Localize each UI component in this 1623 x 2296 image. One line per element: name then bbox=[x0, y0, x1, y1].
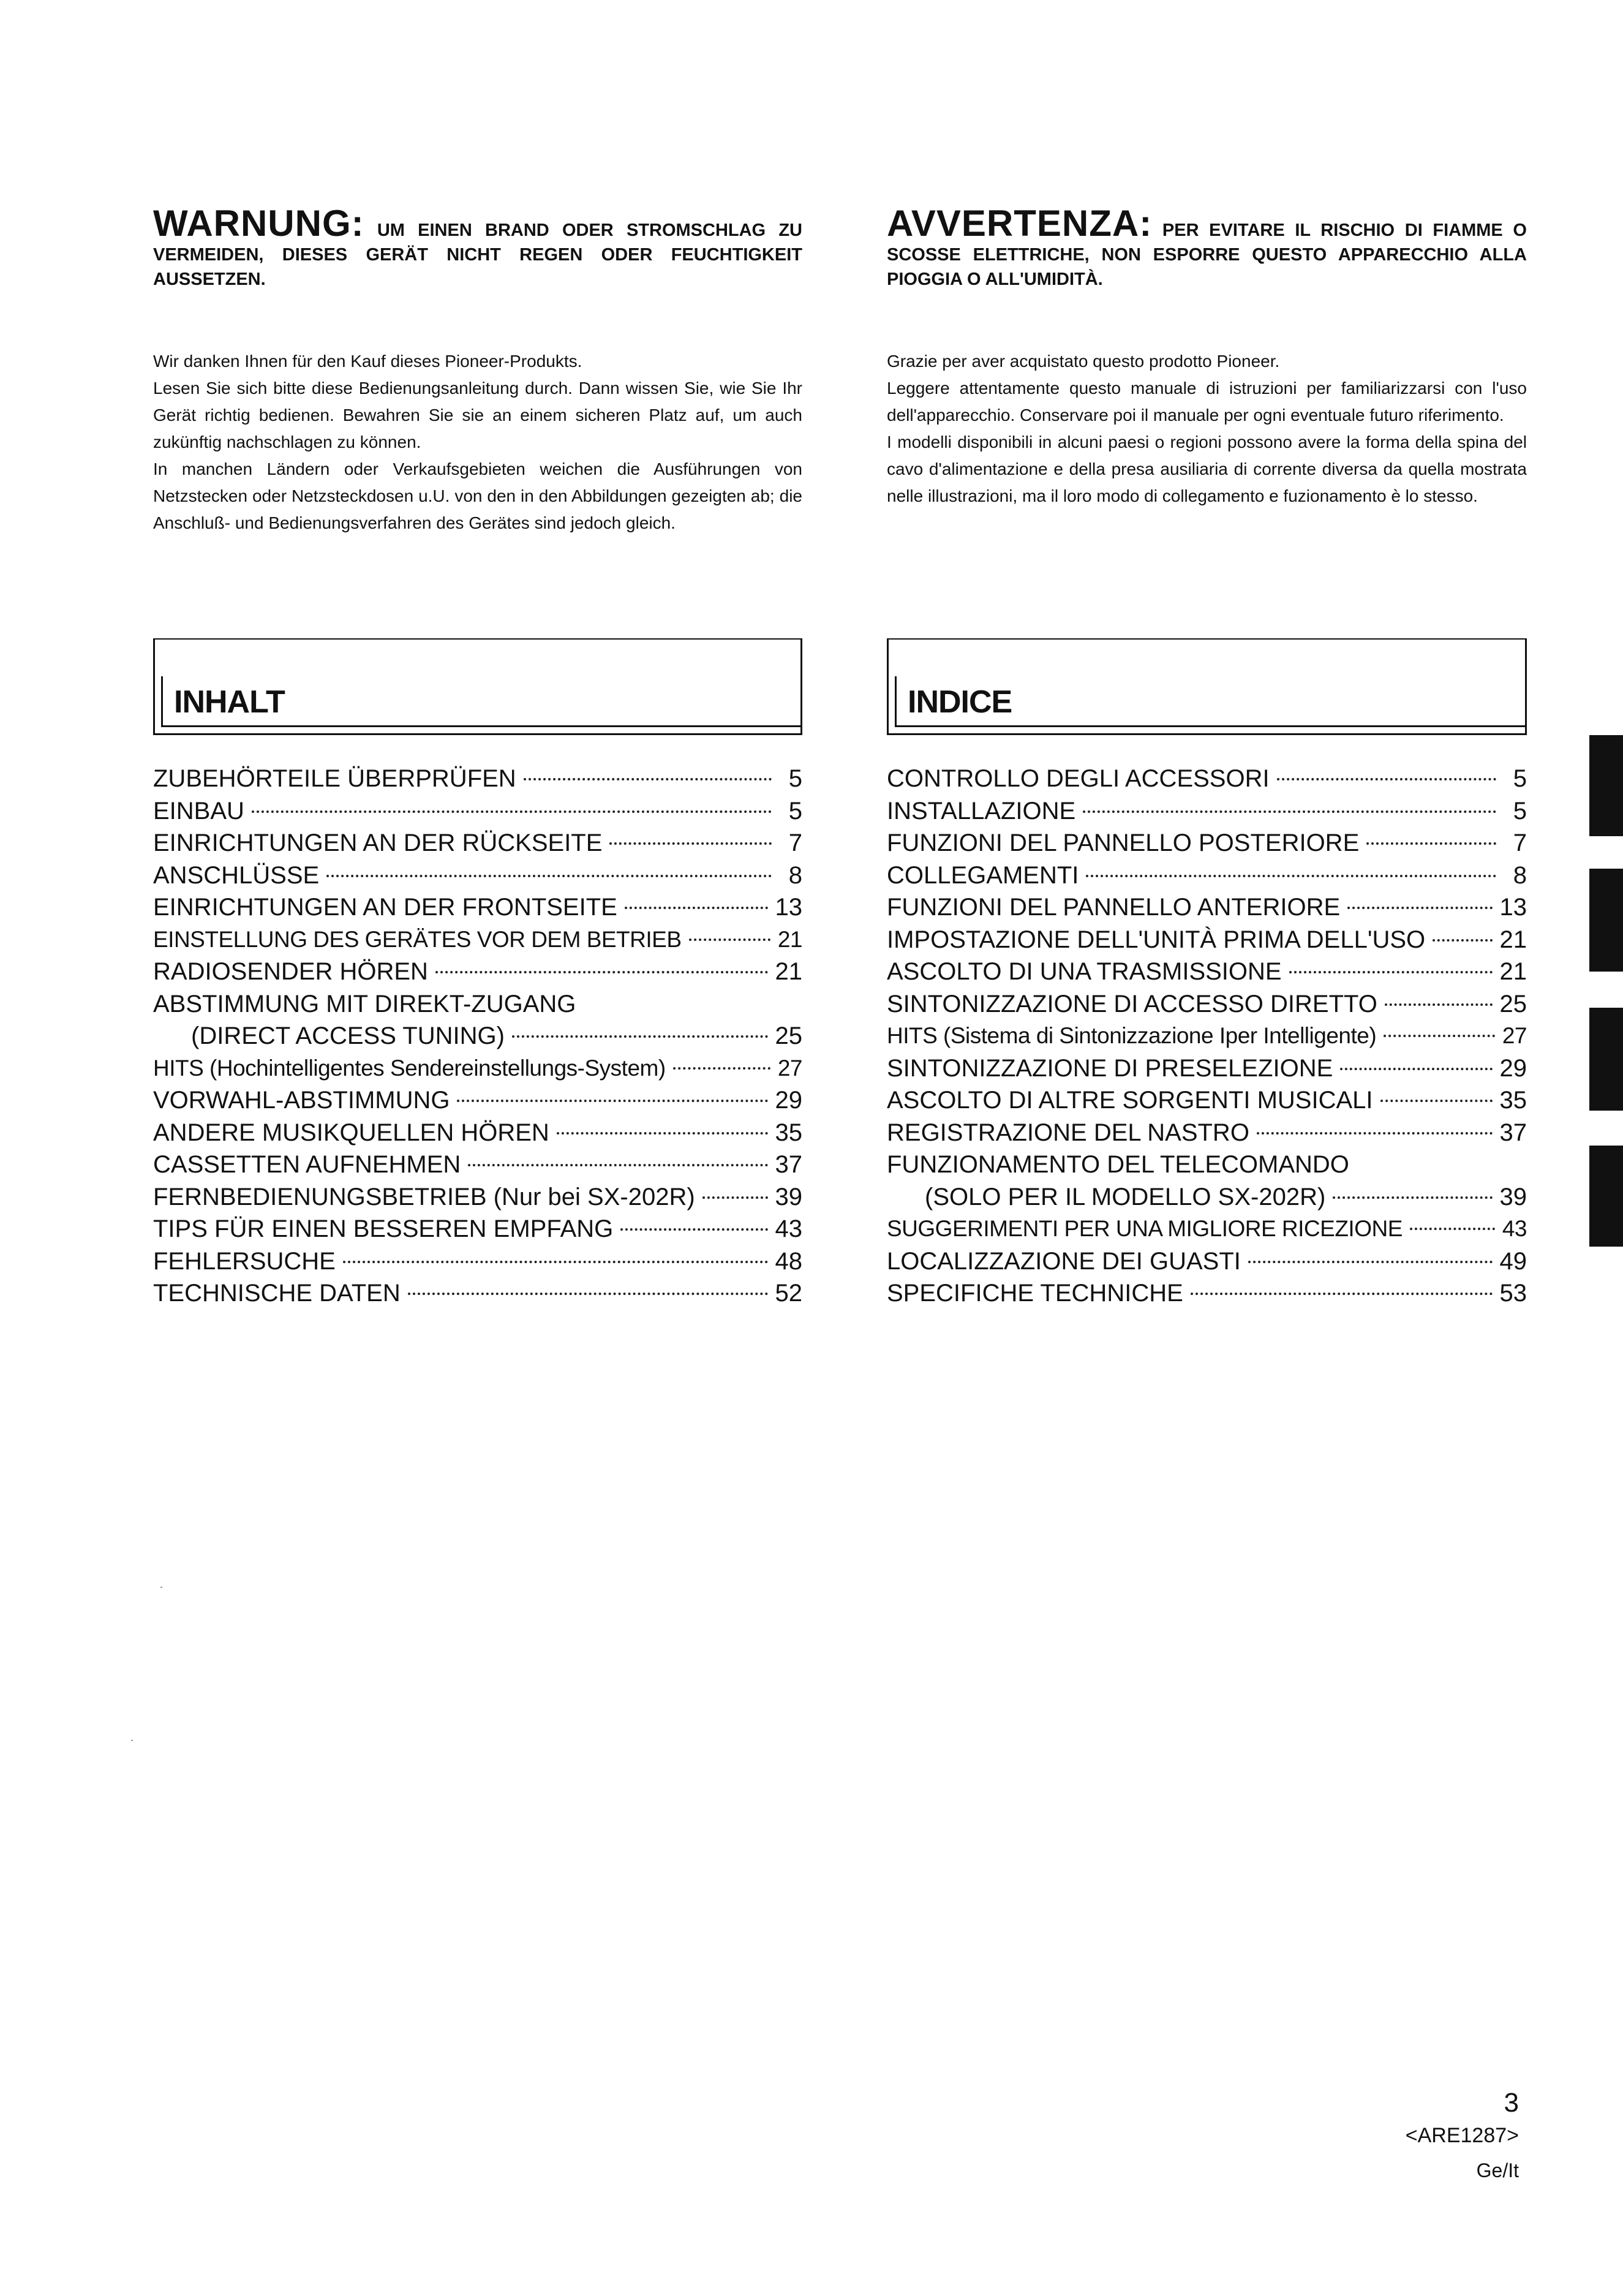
toc-leader bbox=[689, 938, 770, 941]
german-intro-paragraph: Wir danken Ihnen für den Kauf dieses Pioneer-Produkts. bbox=[153, 352, 582, 371]
german-toc-heading-frame bbox=[161, 676, 800, 727]
toc-entry[interactable] bbox=[153, 1020, 802, 1052]
toc-entry[interactable] bbox=[887, 1149, 1527, 1181]
toc-entry[interactable] bbox=[887, 988, 1527, 1021]
toc-entry-label: ANSCHLÜSSE bbox=[153, 861, 320, 889]
toc-leader bbox=[1333, 1196, 1492, 1199]
toc-entry[interactable] bbox=[153, 859, 802, 892]
toc-entry-label: LOCALIZZAZIONE DEI GUASTI bbox=[887, 1247, 1241, 1275]
toc-entry[interactable] bbox=[887, 891, 1527, 924]
toc-entry-label: (DIRECT ACCESS TUNING) bbox=[191, 1022, 505, 1049]
italian-intro-paragraph: Leggere attentamente questo manuale di istruzioni per familiarizzarsi con l'uso dell'apparecchio. Conservare poi il manuale per ogni eventuale futuro riferimento. bbox=[887, 379, 1527, 425]
toc-entry-page: 48 bbox=[775, 1247, 802, 1275]
toc-entry-page: 29 bbox=[1499, 1054, 1527, 1082]
toc-leader bbox=[408, 1293, 768, 1295]
toc-entry-page: 25 bbox=[1499, 990, 1527, 1018]
toc-entry[interactable] bbox=[153, 891, 802, 924]
toc-entry-label: ANDERE MUSIKQUELLEN HÖREN bbox=[153, 1119, 549, 1146]
toc-entry-page: 7 bbox=[1513, 829, 1527, 856]
toc-entry-page: 13 bbox=[775, 894, 802, 921]
toc-entry-label: ASCOLTO DI ALTRE SORGENTI MUSICALI bbox=[887, 1087, 1373, 1114]
toc-entry-page: 39 bbox=[775, 1183, 802, 1210]
toc-leader bbox=[512, 1035, 768, 1038]
toc-leader bbox=[343, 1261, 768, 1263]
toc-entry[interactable] bbox=[887, 1181, 1527, 1214]
toc-entry-page: 49 bbox=[1499, 1247, 1527, 1275]
italian-intro-paragraph: Grazie per aver acquistato questo prodotto Pioneer. bbox=[887, 352, 1280, 371]
toc-entry-page: 5 bbox=[1513, 797, 1527, 825]
toc-leader bbox=[524, 778, 772, 780]
page-number: 3 bbox=[1504, 2088, 1519, 2118]
toc-leader bbox=[1384, 1035, 1495, 1037]
italian-toc-heading-frame bbox=[895, 676, 1525, 727]
toc-entry[interactable] bbox=[153, 1181, 802, 1214]
toc-leader bbox=[609, 842, 772, 845]
toc-entry-label: IMPOSTAZIONE DELL'UNITÀ PRIMA DELL'USO bbox=[887, 926, 1426, 953]
toc-entry-label: EINBAU bbox=[153, 797, 244, 825]
german-toc-heading-box bbox=[153, 638, 802, 735]
toc-entry[interactable] bbox=[887, 1117, 1527, 1149]
toc-entry-label: SUGGERIMENTI PER UNA MIGLIORE RICEZIONE bbox=[887, 1216, 1403, 1241]
toc-leader bbox=[1380, 1100, 1493, 1102]
toc-entry-label: HITS (Sistema di Sintonizzazione Iper Intelligente) bbox=[887, 1023, 1377, 1048]
toc-entry-label: INSTALLAZIONE bbox=[887, 797, 1076, 825]
toc-entry-page: 43 bbox=[775, 1215, 802, 1242]
toc-leader bbox=[625, 907, 768, 909]
toc-entry-page: 5 bbox=[788, 797, 802, 825]
toc-leader bbox=[1191, 1293, 1493, 1295]
toc-entry-label: ZUBEHÖRTEILE ÜBERPRÜFEN bbox=[153, 765, 516, 792]
toc-entry-page: 27 bbox=[777, 1055, 802, 1081]
toc-entry-page: 35 bbox=[1499, 1087, 1527, 1114]
toc-entry-label: FEHLERSUCHE bbox=[153, 1247, 336, 1275]
german-intro-paragraph: Lesen Sie sich bitte diese Bedienungsanleitung durch. Dann wissen Sie, wie Sie Ihr Gerät richtig bedienen. Bewahren Sie sie an einem sicheren Platz auf, um auch zukünftig nachschlagen zu können. bbox=[153, 379, 802, 451]
toc-leader bbox=[252, 810, 772, 813]
toc-entry-label: SINTONIZZAZIONE DI ACCESSO DIRETTO bbox=[887, 990, 1377, 1018]
toc-leader bbox=[1289, 971, 1493, 973]
toc-entry-page: 8 bbox=[1513, 861, 1527, 889]
toc-entry-label: FUNZIONAMENTO DEL TELECOMANDO bbox=[887, 1151, 1349, 1178]
toc-entry-page: 35 bbox=[775, 1119, 802, 1146]
toc-entry[interactable] bbox=[153, 795, 802, 828]
toc-leader bbox=[1340, 1068, 1492, 1070]
toc-entry-label: FUNZIONI DEL PANNELLO POSTERIORE bbox=[887, 829, 1360, 856]
toc-entry[interactable] bbox=[887, 827, 1527, 859]
scan-speck bbox=[131, 1740, 133, 1741]
toc-entry-label: FUNZIONI DEL PANNELLO ANTERIORE bbox=[887, 894, 1341, 921]
toc-entry-page: 52 bbox=[775, 1280, 802, 1307]
toc-leader bbox=[435, 971, 768, 973]
toc-entry-page: 39 bbox=[1499, 1183, 1527, 1210]
toc-entry-page: 8 bbox=[788, 861, 802, 889]
toc-leader bbox=[1086, 875, 1496, 877]
toc-entry-page: 25 bbox=[775, 1022, 802, 1049]
toc-entry[interactable] bbox=[153, 1052, 802, 1085]
toc-leader bbox=[457, 1100, 767, 1102]
toc-entry[interactable] bbox=[153, 1149, 802, 1181]
toc-leader bbox=[1083, 810, 1496, 813]
toc-entry[interactable] bbox=[887, 1020, 1527, 1052]
toc-entry-label: RADIOSENDER HÖREN bbox=[153, 958, 428, 985]
toc-entry-page: 13 bbox=[1499, 894, 1527, 921]
toc-leader bbox=[1433, 939, 1492, 942]
toc-entry-page: 27 bbox=[1502, 1023, 1527, 1048]
toc-entry[interactable] bbox=[887, 956, 1527, 988]
italian-intro-paragraph: I modelli disponibili in alcuni paesi o regioni possono avere la forma della spina del cavo d'alimentazione e della presa ausiliaria di corrente diversa da quella mostrata nelle illustrazioni, ma il loro modo di collegamento e fuzionamento è lo stesso. bbox=[887, 432, 1527, 505]
toc-entry-label: SPECIFICHE TECHNICHE bbox=[887, 1280, 1183, 1307]
toc-entry[interactable] bbox=[887, 1277, 1527, 1310]
toc-entry[interactable] bbox=[153, 924, 802, 956]
italian-warning-text: PER EVITARE IL RISCHIO DI FIAMME O SCOSSE ELETTRICHE, NON ESPORRE QUESTO APPARECCHIO ALLA PIOGGIA O ALL'UMIDITÀ. bbox=[887, 221, 1527, 289]
toc-entry[interactable] bbox=[887, 763, 1527, 795]
toc-entry-label: TECHNISCHE DATEN bbox=[153, 1280, 401, 1307]
edge-tab-marker bbox=[1589, 869, 1623, 972]
german-warning-title: WARNUNG: bbox=[153, 203, 364, 244]
toc-entry[interactable] bbox=[887, 1245, 1527, 1278]
edge-tab-marker bbox=[1589, 735, 1623, 836]
toc-leader bbox=[702, 1196, 768, 1199]
toc-leader bbox=[1366, 842, 1496, 845]
toc-entry-page: 21 bbox=[775, 958, 802, 985]
toc-entry-label: EINRICHTUNGEN AN DER FRONTSEITE bbox=[153, 894, 617, 921]
toc-entry-page: 53 bbox=[1499, 1280, 1527, 1307]
italian-toc-heading: INDICE bbox=[908, 684, 1012, 720]
toc-entry-label: COLLEGAMENTI bbox=[887, 861, 1079, 889]
toc-entry[interactable] bbox=[887, 1213, 1527, 1245]
toc-entry-page: 7 bbox=[788, 829, 802, 856]
toc-entry-page: 37 bbox=[775, 1151, 802, 1178]
german-warning-text: UM EINEN BRAND ODER STROMSCHLAG ZU VERMEIDEN, DIESES GERÄT NICHT REGEN ODER FEUCHTIGKEIT AUSSETZEN. bbox=[153, 221, 802, 289]
toc-leader bbox=[1248, 1261, 1493, 1263]
toc-entry-label: CASSETTEN AUFNEHMEN bbox=[153, 1151, 461, 1178]
toc-entry[interactable] bbox=[153, 988, 802, 1021]
toc-leader bbox=[1257, 1132, 1493, 1135]
toc-leader bbox=[1277, 778, 1496, 780]
toc-entry[interactable] bbox=[153, 1084, 802, 1117]
scan-speck bbox=[160, 1587, 162, 1588]
toc-entry-page: 37 bbox=[1499, 1119, 1527, 1146]
toc-entry[interactable] bbox=[153, 1245, 802, 1278]
toc-entry-label: TIPS FÜR EINEN BESSEREN EMPFANG bbox=[153, 1215, 614, 1242]
toc-leader bbox=[326, 875, 772, 877]
german-intro-paragraph: In manchen Ländern oder Verkaufsgebieten weichen die Ausführungen von Netzstecken oder Netzsteckdosen u.U. von den in den Abbildungen gezeigten ab; die Anschluß- und Bedienungsverfahren des Gerätes sind jedoch gleich. bbox=[153, 459, 802, 532]
italian-warning bbox=[887, 203, 1527, 292]
italian-warning-title: AVVERTENZA: bbox=[887, 203, 1153, 244]
toc-entry-page: 5 bbox=[788, 765, 802, 792]
toc-entry[interactable] bbox=[153, 1277, 802, 1310]
italian-table-of-contents bbox=[887, 763, 1527, 1310]
toc-entry[interactable] bbox=[153, 1117, 802, 1149]
toc-entry-label: REGISTRAZIONE DEL NASTRO bbox=[887, 1119, 1249, 1146]
toc-entry[interactable] bbox=[153, 827, 802, 859]
toc-leader bbox=[557, 1132, 768, 1135]
toc-entry[interactable] bbox=[887, 859, 1527, 892]
italian-toc-heading-box bbox=[887, 638, 1527, 735]
german-table-of-contents bbox=[153, 763, 802, 1310]
toc-entry[interactable] bbox=[153, 956, 802, 988]
toc-entry-label: EINSTELLUNG DES GERÄTES VOR DEM BETRIEB bbox=[153, 926, 682, 952]
toc-entry[interactable] bbox=[887, 795, 1527, 828]
toc-entry[interactable] bbox=[153, 763, 802, 795]
toc-leader bbox=[620, 1228, 767, 1231]
toc-entry-label: ASCOLTO DI UNA TRASMISSIONE bbox=[887, 958, 1282, 985]
toc-entry-label: CONTROLLO DEGLI ACCESSORI bbox=[887, 765, 1270, 792]
toc-entry-page: 43 bbox=[1502, 1216, 1527, 1241]
german-warning bbox=[153, 203, 802, 292]
toc-entry-page: 21 bbox=[777, 926, 802, 952]
german-intro bbox=[153, 348, 802, 537]
toc-entry[interactable] bbox=[887, 1084, 1527, 1117]
toc-entry-label: ABSTIMMUNG MIT DIREKT-ZUGANG bbox=[153, 990, 576, 1018]
toc-leader bbox=[468, 1164, 767, 1166]
part-number: <ARE1287> bbox=[1405, 2124, 1519, 2147]
toc-entry-label: SINTONIZZAZIONE DI PRESELEZIONE bbox=[887, 1054, 1333, 1082]
language-code: Ge/It bbox=[1476, 2159, 1519, 2181]
german-toc-heading: INHALT bbox=[174, 684, 285, 720]
toc-leader bbox=[1385, 1003, 1493, 1006]
toc-entry-page: 5 bbox=[1513, 765, 1527, 792]
italian-intro bbox=[887, 348, 1527, 510]
toc-entry[interactable] bbox=[887, 1052, 1527, 1085]
toc-entry-label: FERNBEDIENUNGSBETRIEB (Nur bei SX-202R) bbox=[153, 1183, 695, 1210]
toc-entry-page: 21 bbox=[1499, 958, 1527, 985]
toc-entry-label: HITS (Hochintelligentes Sendereinstellungs-System) bbox=[153, 1055, 666, 1081]
toc-leader bbox=[1410, 1228, 1495, 1230]
toc-leader bbox=[1347, 907, 1492, 909]
toc-entry-label: EINRICHTUNGEN AN DER RÜCKSEITE bbox=[153, 829, 603, 856]
edge-tab-marker bbox=[1589, 1008, 1623, 1111]
toc-entry-label: VORWAHL-ABSTIMMUNG bbox=[153, 1087, 450, 1114]
toc-entry-page: 29 bbox=[775, 1087, 802, 1114]
toc-leader bbox=[673, 1067, 770, 1070]
toc-entry-page: 21 bbox=[1499, 926, 1527, 953]
edge-tab-marker bbox=[1589, 1146, 1623, 1247]
toc-entry[interactable] bbox=[887, 924, 1527, 956]
toc-entry[interactable] bbox=[153, 1213, 802, 1245]
toc-entry-label: (SOLO PER IL MODELLO SX-202R) bbox=[925, 1183, 1326, 1210]
